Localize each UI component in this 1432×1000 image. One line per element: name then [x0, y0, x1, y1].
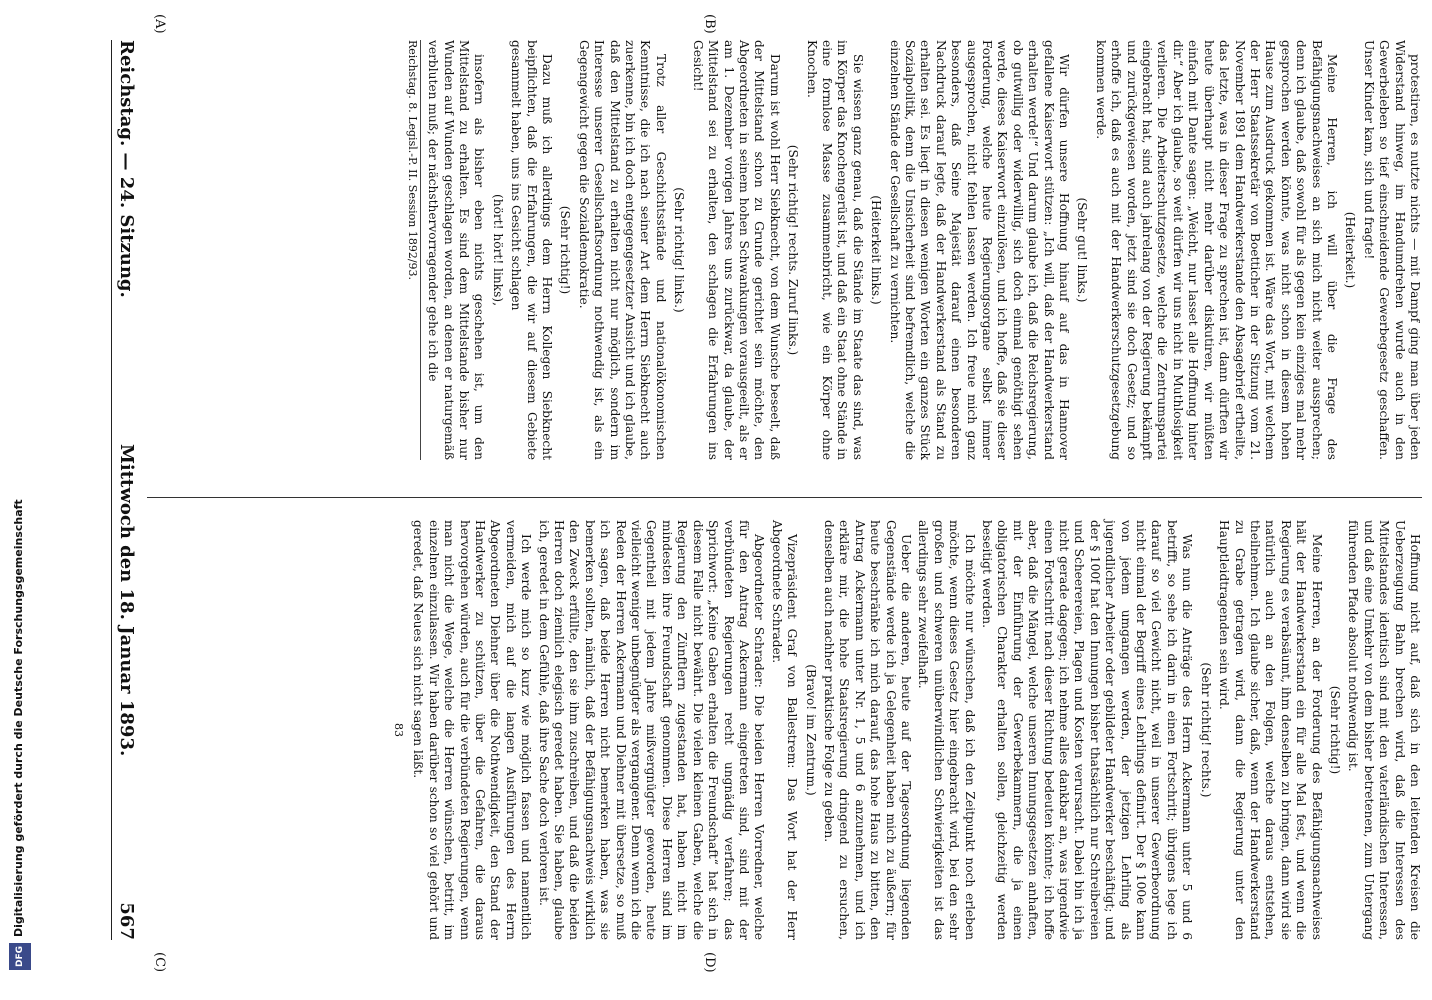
paragraph: Ich möchte nur wünschen, daß ich den Zeitpunkt noch erleben möchte, wenn dieses Gesetz hier eingebracht wird, bei den sehr großen und schweren unüberwindlichen Schwierigkeiten ist das allerdings sehr zweifelhaft. [916, 520, 977, 940]
paragraph: Ueber die anderen, heute auf der Tagesordnung liegenden Gegenstände werde ich ja Gelegenheit haben mich zu äußern; für heute beschränke ich mich darauf, das hohe Haus zu bitten, den Antrag Ackermann unter Nr. 1, 5 und 6 anzunehmen, und ich erkläre mir, die hohe Staatsregierung dringend zu ersuchen, denselben auch nachher praktische Folge zu geben. [821, 520, 913, 940]
paragraph: Abgeordneter Schrader: Die beiden Herren Vorredner, welche für den Antrag Ackermann eingetreten sind, sind mit der verbündeten Regierungen recht ungnädig verfahren; das Sprichwort: „Keine Gaben erhalten die Freundschaft“ hat sich in diesem Falle nicht bewährt. Die vielen kleinen Gaben, welche die Regierung den Zünftlern zugestanden hat, haben nicht im mindesten ihre Freundschaft genommen. Diese Herren sind im Gegentheil mit jedem Jahre mißvergnügter geworden, heute vielleicht weniger unbegnügter als vergangener. Denn wenn ich die Reden der Herren Ackermann und Diehner mit übersetze, so muß ich sagen, daß beide Herren nicht bemerken haben, was sie bemerken sollten, nämlich, daß der Befähigungsnachweis wirklich den Zweck erfüllte, den sie ihm zuschreiben, und daß die beiden Herren doch ziemlich elegisch geredet haben. Sie haben, glaube ich, geredet in dem Gefühle, daß ihre Sache doch verloren ist. [536, 520, 767, 940]
interjection: (Sehr richtig!) [558, 205, 573, 295]
dfg-logo: DFG [9, 943, 31, 970]
paragraph: Wir dürfen unsere Hoffnung hinauf auf das in Hannover gefallene Kaiserwort stützen: „Ich will, daß der Handwerkerstand erhalten werde!“ Und darum glaube ich, daß die Reichsregierung, ob gutwillig oder widerwillig, sich doch einmal genöthigt sehen werde, dieses Kaiserwort einzulösen, und ich hoffe, daß sie dieser Forderung, welche heute Regierungsorgane selbst immer ausgesprochen, nicht fehlen lassen werden. Ich freue mich ganz besonders, daß Seine Majestät darauf einen besonderen Nachdruck darauf legte, daß der Handwerkerstand als Stand zu erhalten sei. Es liegt in diesen wenigen Worten ein ganzes Stück Sozialpolitik, denn die Unsicherheit sind befremdlich, welche die einzelnen Stände der Gesellschaft zu vernichten. [887, 40, 1072, 460]
funding-strip [8, 0, 30, 1000]
right-footer: 83 [392, 723, 405, 737]
page-number: 567 [116, 902, 138, 940]
paragraph: Trotz aller Geschichtsstände und nationalökonomischen Kenntnisse, die ich nach seiner Art dem Herrn Siebknecht auch zuerkenne, bin ich doch entgegengesetzter Ansicht und ich glaube, daß den Mittelstand zu erhalten nicht nur möglich, sondern im Interesse unserer Gesellschaftsordnung nothwendig ist, als ein Gegengewicht gegen die Sozialdemokratie. [576, 40, 668, 460]
left-footer: Reichstag. 8. Legisl.-P. II. Session 1892/93. [404, 40, 420, 460]
marker-b: (B) [702, 14, 717, 34]
column-divider [147, 497, 1422, 498]
interjection: (Sehr richtig! links.) [672, 187, 687, 313]
paragraph: Ich werde mich so kurz wie möglich fassen und namentlich vermeiden, mich auf die langen Ausführungen des Herrn Abgeordneten Diehner über die Nothwendigkeit, den Stand der Handwerker zu schützen, über die Gefahren, die daraus hervorgehen würden, auch für die verbündeten Regierungen, wenn man nicht die Wege, welche die Herren wünschen, betritt, im einzelnen einzulassen. Wir haben darüber schon so viel gehört und geredet, daß Neues sich nicht sagen läßt. [411, 520, 534, 940]
left-column [152, 40, 1422, 460]
paragraph: Sie wissen ganz genau, daß die Stände im Staate das sind, was im Körper das Knochengerüst ist, und daß ein Staat ohne Stände in eine formlose Masse zusammenbricht, wie ein Körper ohne Knochen. [804, 40, 865, 460]
interjection: (Bravo! im Zentrum.) [803, 664, 818, 796]
marker-c: (C) [152, 952, 167, 973]
paragraph: Darum ist wohl Herr Siebknecht, von dem Wunsche beseelt, daß der Mittelstand schon zu Grunde gerichtet sein möchte, den Abgeordneten in seinem hohen Schwankungen vorausgeeilt, als er am 1. Dezember vorigen Jahres uns zurückwar, da glaube, der Mittelstand sei zu erhalten, den schlagen die Erfahrungen ins Gesicht! [690, 40, 782, 460]
interjection: (Heiterkeit links.) [869, 195, 884, 305]
interjection: (Sehr richtig!) [1327, 685, 1342, 775]
interjection: (Sehr richtig! rechts. Zuruf links.) [786, 144, 801, 356]
funding-text: Digitalisierung gefördert durch die Deutsche Forschungsgemeinschaft [12, 499, 25, 937]
paragraph: Dazu muß ich allerdings dem Herrn Kollegen Siebknecht beipflichten, daß die Erfahrungen, die wir auf diesem Gebiete gesammelt haben, uns ins Gesicht schlagen [509, 40, 555, 460]
paragraph: Hoffnung nicht auf, daß sich in den leitenden Kreisen die Ueberzeugung Bahn brechen wird, daß die Interessen des Mittelstandes identisch sind mit den vaterländischen Interessen, und daß eine Umkehr von dem bisher betretenen, zum Untergang führenden Pfade absolut nothwendig ist. [1346, 520, 1422, 940]
paragraph: Meine Herren, an der Forderung des Befähigungsnachweises hält der Handwerkerstand ein für alle Mal fest, und wenn die Regierung es verabsäumt, ihm denselben zu bringen, dann wird sie natürlich auch an den Folgen, welche daraus entstehen, theilnehmen. Ich glaube sicher, daß, wenn der Handwerkerstand zu Grabe getragen wird, dann die Regierung unter den Hauptleidtragenden sein wird. [1217, 520, 1324, 940]
interjection: (Sehr richtig! rechts.) [1198, 662, 1213, 798]
funding-notice [8, 0, 30, 1000]
paragraph: insofern als bisher eben nichts geschehen ist, um den Mittelstand zu erhalten. Es sind dem Mittelstande bisher nur Wunden auf Wunden geschlagen worden, an denen er naturgemäß verbluten muß; der nächsthervorragender gehe ich die [426, 40, 487, 460]
paragraph: protestiren, es nutzte nichts — mit Dampf ging man über jeden Widerstand hinweg, im Handumdrehen wurde auch in den Gewerbeleben so tief einschneidende Gewerbegesetz geschaffen. Unser Kinder kam, sich und fragte! [1361, 40, 1422, 460]
paragraph: Was nun die Anträge des Herrn Ackermann unter 5 und 6 betrifft, so sehe ich darin in einen Fortschritt; übrigens lege ich darauf so viel Gewicht nicht, weil in unserer Gewerbeordnung nicht einmal der Begriff eines Lehrlings definirt. Der § 100e kann von jedem umgangen werden, der jetzigen Lehrling als jugendlicher Arbeiter oder gebildeter Handwerker beschäftigt; und der § 100f hat den Innungen bisher thatsächlich nur Schreibereien und Scheerereien, Plagen und Kosten verursacht. Dabei bin ich ja nicht gerade dagegen; ich nehme alles dankbar an, was irgendwie einen Fortschritt nach dieser Richtung bedeuten könnte; ich hoffe aber, daß die Mängel, welche unseren Innungsgesetzen anhaften, mit der Einführung der Gewerbekammern, die ja einen obligatorischen Charakter erhalten sollen, gleichzeitig werden beseitigt werden. [980, 520, 1195, 940]
header-date: Mittwoch den 18. Januar 1893. [116, 443, 138, 757]
paragraph: Meine Herren, ich will über die Frage des Befähigungsnachweises an sich mich nicht weiter aussprechen; denn ich glaube, daß sowohl für als gegen kein einziges mal mehr gesprochen werden könnte, was nicht schon in diesem hohen Hause zum Ausdruck gekommen ist. Wäre das Wort, mit welchem der Herr Staatssekretär von Boetticher in der Sitzung vom 21. November 1891 dem Handwerkerstande den Absagebrief ertheilte, das letzte, was in dieser Frage zu sprechen ist, dann dürften wir heute überhaupt nicht mehr darüber diskutiren, wir müßten einfach mit Dante sagen: „Weicht, nur lasset alle Hoffnung hinter dir.“ Aber ich glaube, so weit dürfen wir uns nicht in Muthlosigkeit verlieren. Die Arbeiterschutzgesetze, welche die Zentrumspartei eingebracht hat, sind auch jahrelang von der Regierung bekämpft und zurückgewiesen worden, jetzt sind sie doch Gesetz; und so erhoffe ich, daß es auch mit der Handwerkerschutzgesetzgebung kommen werde. [1093, 40, 1339, 460]
interjection: (hört! hört! links), [490, 193, 505, 307]
interjection: (Heiterkeit.) [1343, 211, 1358, 289]
right-column [152, 520, 1422, 940]
marker-d: (D) [702, 952, 717, 973]
header-left: Reichstag. — 24. Sitzung. [116, 40, 138, 298]
page-header [111, 40, 142, 940]
marker-a: (A) [152, 14, 167, 34]
interjection: (Sehr gut! links.) [1075, 197, 1090, 303]
paragraph: Vizepräsident Graf von Ballestrem: Das Wort hat der Herr Abgeordnete Schrader. [769, 520, 800, 940]
